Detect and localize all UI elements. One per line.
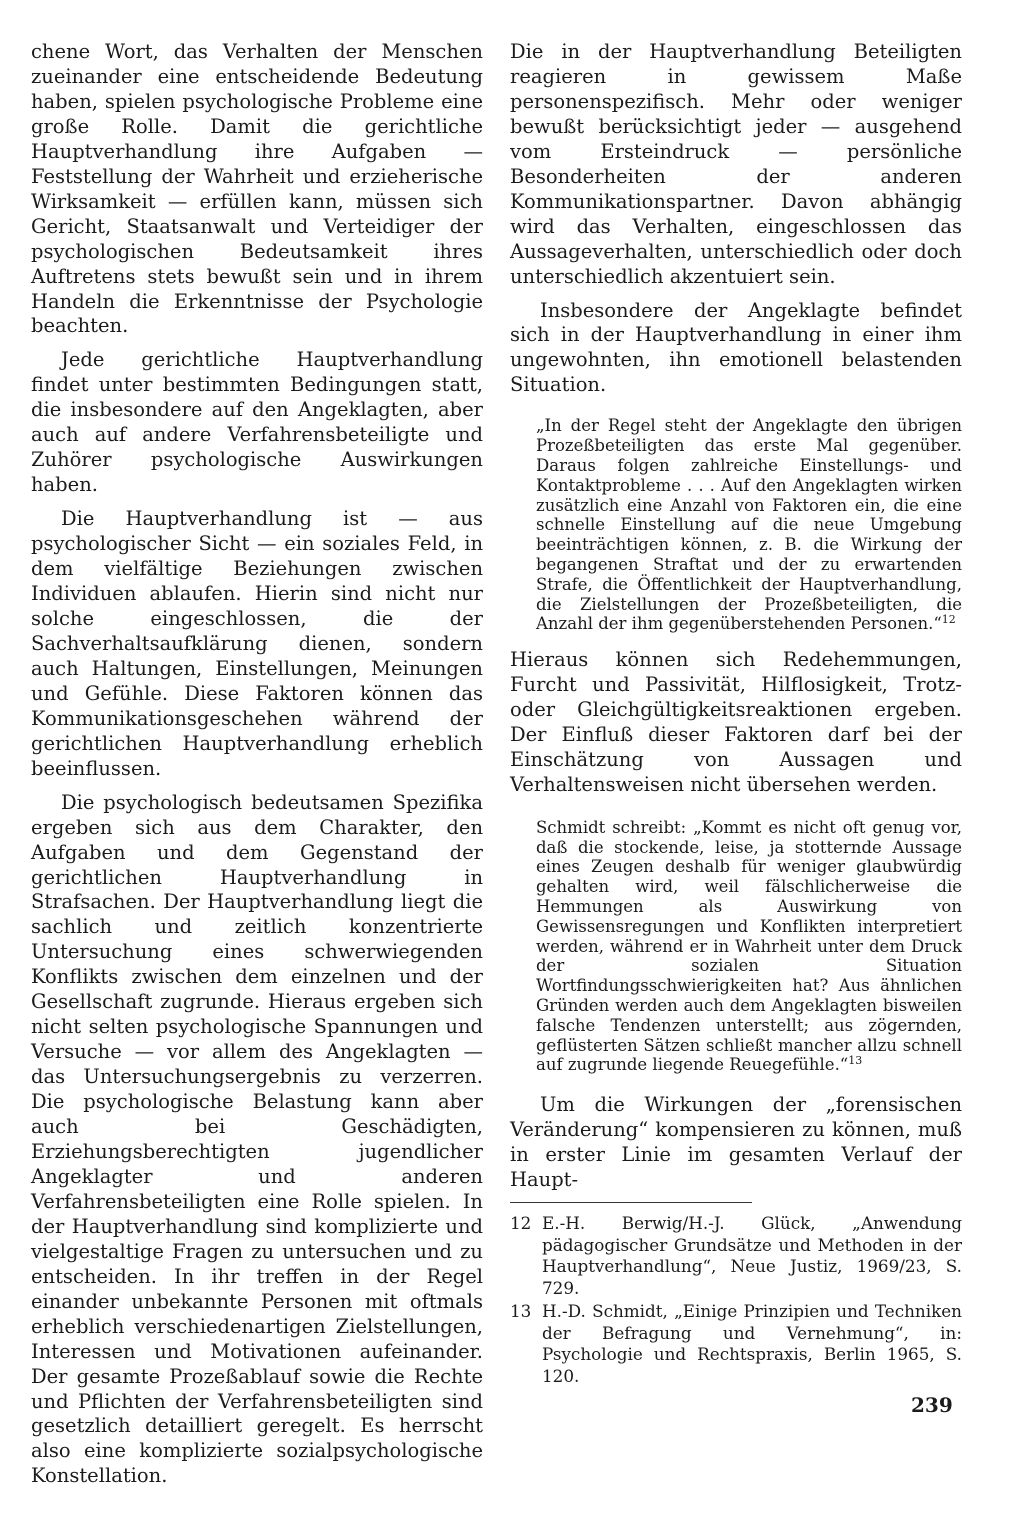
quote-text: „In der Regel steht der Angeklagte den übrigen Prozeßbeteiligten das erste Mal gegenüber. Daraus folgen zahlreiche Einstellungs- und Kontaktprobleme . . . Auf den Angeklagten wirken zusätzlich eine Anzahl von Faktoren ein, die eine schnelle Einstellung auf die neue Umgebung beeinträchtigen können, z. B. die Wirkung der begangenen Straftat und der zu erwartenden Strafe, die Öffentlichkeit der Hauptverhandlung, die Zielstellungen der Prozeßbeteiligten, die Anzahl der ihm gegenüberstehenden Personen.“ (536, 416, 962, 634)
footnote-text: H.-D. Schmidt, „Einige Prinzipien und Techniken der Befragung und Vernehmung“, in: Psychologie und Rechtspraxis, Berlin 1965, S. 120. (542, 1301, 962, 1386)
footnote-reference: 13 (848, 1054, 863, 1068)
page-number: 239 (911, 1393, 953, 1417)
right-column (510, 40, 962, 1389)
paragraph: Um die Wirkungen der „forensischen Veränderung“ kompensieren zu können, muß in erster Linie im gesamten Verlauf der Haupt- (510, 1093, 962, 1192)
paragraph: Die Hauptverhandlung ist — aus psychologischer Sicht — ein soziales Feld, in dem vielfältige Beziehungen zwischen Individuen ablaufen. Hierin sind nicht nur solche eingeschlossen, die der Sachverhaltsaufklärung dienen, sondern auch Haltungen, Einstellungen, Meinungen und Gefühle. Diese Faktoren können das Kommunikationsgeschehen während der gerichtlichen Hauptverhandlung erheblich beeinflussen. (31, 507, 483, 780)
left-column (31, 40, 483, 1498)
paragraph: Jede gerichtliche Hauptverhandlung findet unter bestimmten Bedingungen statt, die insbesondere auf den Angeklagten, aber auch auf andere Verfahrensbeteiligte und Zuhörer psychologische Auswirkungen haben. (31, 348, 483, 497)
paragraph: Hieraus können sich Redehemmungen, Furcht und Passivität, Hilflosigkeit, Trotz- oder Gleichgültigkeitsreaktionen ergeben. Der Einfluß dieser Faktoren darf bei der Einschätzung von Aussagen und Verhaltensweisen nicht übersehen werden. (510, 648, 962, 796)
footnote (510, 1301, 962, 1387)
paragraph: Die in der Hauptverhandlung Beteiligten reagieren in gewissem Maße personenspezifisch. Mehr oder weniger bewußt berücksichtigt jeder — ausgehend vom Ersteindruck — persönliche Besonderheiten der anderen Kommunikationspartner. Davon abhängig wird das Verhalten, eingeschlossen das Aussageverhalten, unterschiedlich oder doch unterschiedlich akzentuiert sein. (510, 40, 962, 288)
block-quote (536, 416, 962, 634)
footnote-divider (510, 1202, 752, 1203)
paragraph: Insbesondere der Angeklagte befindet sich in der Hauptverhandlung in einer ihm ungewohnten, ihn emotionell belastenden Situation. (510, 298, 962, 397)
footnote (510, 1213, 962, 1299)
footnote-text: E.-H. Berwig/H.-J. Glück, „Anwendung pädagogischer Grundsätze und Methoden in der Hauptverhandlung“, Neue Justiz, 1969/23, S. 729. (542, 1213, 962, 1298)
paragraph: chene Wort, das Verhalten der Menschen zueinander eine entscheidende Bedeutung haben, spielen psychologische Probleme eine große Rolle. Damit die gerichtliche Hauptverhandlung ihre Aufgaben — Feststellung der Wahrheit und erzieherische Wirksamkeit — erfüllen kann, müssen sich Gericht, Staatsanwalt und Verteidiger der psychologischen Bedeutsamkeit ihres Auftretens stets bewußt sein und in ihrem Handeln die Erkenntnisse der Psychologie beachten. (31, 40, 483, 338)
footnote-number: 13 (510, 1301, 532, 1321)
footnote-number: 12 (510, 1213, 532, 1233)
paragraph: Die psychologisch bedeutsamen Spezifika ergeben sich aus dem Charakter, den Aufgaben und dem Gegenstand der gerichtlichen Hauptverhandlung in Strafsachen. Der Hauptverhandlung liegt die sachlich und zeitlich konzentrierte Untersuchung eines schwerwiegenden Konflikts zwischen dem einzelnen und der Gesellschaft zugrunde. Hieraus ergeben sich nicht selten psychologische Spannungen und Versuche — vor allem des Angeklagten — das Untersuchungsergebnis zu verzerren. Die psychologische Belastung kann aber auch bei Geschädigten, Erziehungsberechtigten jugendlicher Angeklagter und anderen Verfahrensbeteiligten eine Rolle spielen. In der Hauptverhandlung sind komplizierte und vielgestaltige Fragen zu untersuchen und zu entscheiden. In ihr treffen in der Regel einander unbekannte Personen mit oftmals erheblich verschiedenartigen Zielstellungen, Interessen und Motivationen aufeinander. Der gesamte Prozeßablauf sowie die Rechte und Pflichten der Verfahrensbeteiligten sind gesetzlich detailliert geregelt. Es herrscht also eine komplizierte sozialpsychologische Konstellation. (31, 790, 483, 1488)
block-quote (536, 818, 962, 1075)
quote-text: Schmidt schreibt: „Kommt es nicht oft genug vor, daß die stockende, leise, ja stotternde Aussage eines Zeugen deshalb für weniger glaubwürdig gehalten wird, weil fälschlicherweise die Hemmungen als Auswirkung von Gewissensregungen und Konflikten interpretiert werden, während er in Wahrheit unter dem Druck der sozialen Situation Wortfindungsschwierigkeiten hat? Aus ähnlichen Gründen werden auch dem Angeklagten bisweilen falsche Tendenzen unterstellt; aus zögernden, geflüsterten Sätzen schließt mancher allzu schnell auf zugrunde liegende Reuegefühle.“ (536, 817, 962, 1075)
footnote-reference: 12 (941, 613, 956, 627)
